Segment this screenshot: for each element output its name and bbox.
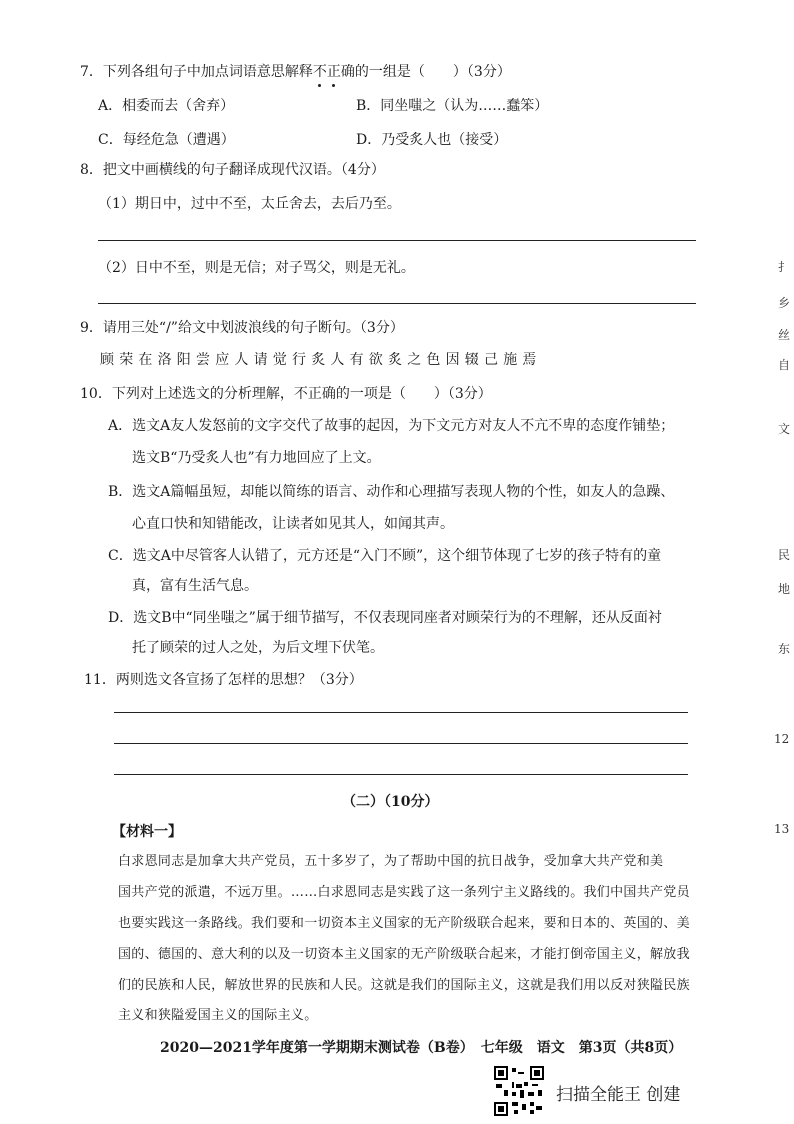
q9-sentence: 顾荣在洛阳尝应人请觉行炙人有欲炙之色因辍己施焉 [100, 352, 542, 368]
material-label: 【材料一】 [112, 824, 182, 840]
q10-option-c-line1: C．选文A中尽管客人认错了，元方还是“入门不顾”，这个细节体现了七岁的孩子特有的童 [108, 548, 662, 564]
q8-sentence-2: （2）日中不至，则是无信；对子骂父，则是无礼。 [98, 260, 415, 276]
page-footer: 2020—2021学年度第一学期期末测试卷（B卷） 七年级 语文 第3页（共8页） [160, 1040, 683, 1056]
edge-char: 12 [774, 732, 790, 746]
q7-option-a: A．相委而去（舍弃） [98, 98, 235, 114]
q10-option-b-line1: B．选文A篇幅虽短，却能以简练的语言、动作和心理描写表现人物的个性，如友人的急躁、 [108, 484, 675, 500]
edge-char: 13 [774, 822, 790, 836]
emphasis-dot [332, 84, 335, 87]
q10-option-c-line2: 真，富有生活气息。 [132, 578, 258, 594]
q10-option-b-line2: 心直口快和知错能改，让读者如见其人，如闻其声。 [132, 516, 454, 532]
answer-line [114, 712, 688, 713]
q8-stem: 8．把文中画横线的句子翻译成现代汉语。（4分） [80, 162, 385, 178]
q9-stem: 9．请用三处“/”给文中划波浪线的句子断句。（3分） [80, 320, 404, 336]
material-line: 主义和狭隘爱国主义的国际主义。 [118, 1008, 318, 1023]
edge-char: 东 [778, 642, 791, 656]
answer-line [98, 240, 696, 241]
material-line: 国的、德国的、意大利的以及一切资本主义国家的无产阶级联合起来，才能打倒帝国主义，解放我 [118, 947, 690, 962]
q10-option-d-line1: D．选文B中“同坐嗤之”属于细节描写，不仅表现同座者对顾荣行为的不理解，还从反面衬 [108, 610, 662, 626]
q10-option-d-line2: 托了顾荣的过人之处，为后文埋下伏笔。 [132, 640, 384, 656]
emphasis-dot [318, 84, 321, 87]
edge-char: 扌 [778, 260, 791, 274]
material-line: 白求恩同志是加拿大共产党员，五十多岁了，为了帮助中国的抗日战争，受加拿大共产党和美 [118, 854, 664, 869]
q7-option-b: B．同坐嗤之（认为……蠢笨） [356, 98, 549, 114]
scanner-watermark: 扫描全能王 创建 [556, 1085, 681, 1105]
section-title: （二）（10分） [342, 794, 439, 810]
material-line: 国共产党的派遣，不远万里。……白求恩同志是实践了这一条列宁主义路线的。我们中国共产党员 [118, 885, 690, 900]
q8-sentence-1: （1）期日中，过中不至，太丘舍去，去后乃至。 [98, 196, 401, 212]
qr-code-icon [494, 1066, 544, 1116]
q7-option-c: C．每经危急（遭遇） [98, 132, 235, 148]
edge-char: 丝 [778, 328, 791, 342]
q10-option-a-line1: A．选文A友人发怒前的文字交代了故事的起因，为下文元方对友人不亢不卑的态度作铺垫； [108, 418, 675, 434]
answer-line [98, 303, 696, 304]
edge-char: 文 [778, 422, 791, 436]
edge-char: 地 [778, 582, 791, 596]
answer-line [114, 774, 688, 775]
edge-char: 自 [778, 358, 791, 372]
answer-line [114, 743, 688, 744]
material-line: 们的民族和人民，解放世界的民族和人民。这就是我们的国际主义，这就是我们用以反对狭隘民族 [118, 978, 690, 993]
q10-option-a-line2: 选文B“乃受炙人也”有力地回应了上文。 [132, 450, 381, 466]
q10-stem: 10．下列对上述选文的分析理解，不正确的一项是（ ）（3分） [80, 386, 492, 402]
material-line: 也要实践这一条路线。我们要和一切资本主义国家的无产阶级联合起来，要和日本的、英国的、美 [118, 916, 690, 931]
edge-char: 民 [778, 548, 791, 562]
q11-stem: 11．两则选文各宣扬了怎样的思想？（3分） [84, 672, 363, 688]
edge-char: 乡 [778, 296, 791, 310]
q7-stem: 7．下列各组句子中加点词语意思解释不正确的一组是（ ）（3分） [80, 64, 511, 80]
q7-option-d: D．乃受炙人也（接受） [356, 132, 508, 148]
